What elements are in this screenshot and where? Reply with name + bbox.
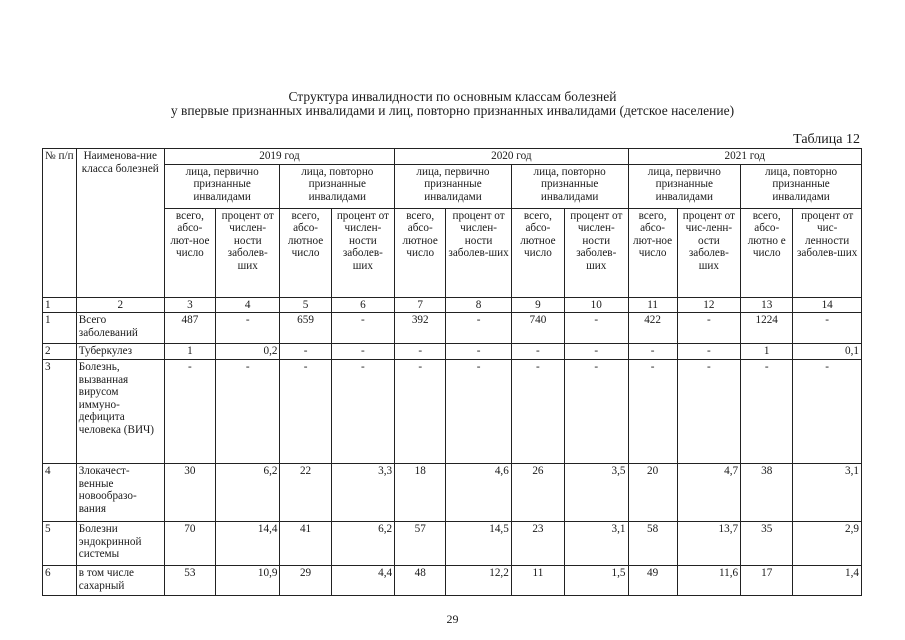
absolute-count-cell: 659 bbox=[280, 313, 331, 344]
percent-cell: 6,2 bbox=[331, 522, 394, 566]
absolute-count-cell: 57 bbox=[395, 522, 446, 566]
column-number: 12 bbox=[677, 297, 740, 313]
subheader: всего, абсо-лют-ное число bbox=[164, 208, 215, 297]
subheader: всего, абсо-лют-ное число bbox=[628, 208, 677, 297]
column-number: 10 bbox=[565, 297, 628, 313]
disease-class-name: в том числе сахарный bbox=[76, 566, 164, 596]
percent-cell: 3,5 bbox=[565, 464, 628, 522]
percent-cell: 13,7 bbox=[677, 522, 740, 566]
column-number: 9 bbox=[511, 297, 564, 313]
subheader: всего, абсо-лютно е число bbox=[741, 208, 793, 297]
absolute-count-cell: 23 bbox=[511, 522, 564, 566]
percent-cell: - bbox=[446, 313, 512, 344]
subheader: процент от числен-ности заболев-ших bbox=[215, 208, 279, 297]
percent-cell: 1,4 bbox=[793, 566, 862, 596]
column-number: 13 bbox=[741, 297, 793, 313]
absolute-count-cell: 11 bbox=[511, 566, 564, 596]
column-number: 3 bbox=[164, 297, 215, 313]
row-number: 5 bbox=[43, 522, 77, 566]
absolute-count-cell: - bbox=[628, 360, 677, 464]
header-year-2021: 2021 год bbox=[628, 149, 861, 165]
absolute-count-cell: - bbox=[511, 344, 564, 360]
absolute-count-cell: 487 bbox=[164, 313, 215, 344]
disease-class-name: Болезни эндокринной системы bbox=[76, 522, 164, 566]
absolute-count-cell: 38 bbox=[741, 464, 793, 522]
header-group-repeat-2021: лица, повторно признанные инвалидами bbox=[741, 164, 862, 208]
percent-cell: - bbox=[446, 344, 512, 360]
header-group-primary-2019: лица, первично признанные инвалидами bbox=[164, 164, 280, 208]
column-number: 11 bbox=[628, 297, 677, 313]
percent-cell: 4,7 bbox=[677, 464, 740, 522]
percent-cell: 6,2 bbox=[215, 464, 279, 522]
table-row bbox=[43, 360, 862, 464]
absolute-count-cell: 49 bbox=[628, 566, 677, 596]
percent-cell: - bbox=[793, 360, 862, 464]
disease-class-name: Злокачест-венные новообразо-вания bbox=[76, 464, 164, 522]
disease-class-name: Болезнь, вызванная вирусом иммуно-дефицита человека (ВИЧ) bbox=[76, 360, 164, 464]
absolute-count-cell: - bbox=[741, 360, 793, 464]
percent-cell: - bbox=[565, 313, 628, 344]
table-label: Таблица 12 bbox=[793, 132, 860, 147]
row-number: 3 bbox=[43, 360, 77, 464]
absolute-count-cell: 35 bbox=[741, 522, 793, 566]
percent-cell: 2,9 bbox=[793, 522, 862, 566]
absolute-count-cell: - bbox=[395, 360, 446, 464]
subheader: процент от числен-ности заболев-ших bbox=[446, 208, 512, 297]
absolute-count-cell: 1 bbox=[164, 344, 215, 360]
percent-cell: 12,2 bbox=[446, 566, 512, 596]
subheader: процент от числен-ности заболев-ших bbox=[331, 208, 394, 297]
row-number: 1 bbox=[43, 313, 77, 344]
absolute-count-cell: 20 bbox=[628, 464, 677, 522]
absolute-count-cell: - bbox=[280, 344, 331, 360]
absolute-count-cell: 29 bbox=[280, 566, 331, 596]
header-name: Наименова-ние класса болезней bbox=[76, 149, 164, 298]
percent-cell: - bbox=[565, 344, 628, 360]
percent-cell: - bbox=[331, 313, 394, 344]
percent-cell: - bbox=[215, 360, 279, 464]
percent-cell: 0,1 bbox=[793, 344, 862, 360]
subheader: процент от числен-ности заболев-ших bbox=[565, 208, 628, 297]
absolute-count-cell: 70 bbox=[164, 522, 215, 566]
column-number: 14 bbox=[793, 297, 862, 313]
absolute-count-cell: 392 bbox=[395, 313, 446, 344]
absolute-count-cell: 53 bbox=[164, 566, 215, 596]
table-row bbox=[43, 464, 862, 522]
absolute-count-cell: 58 bbox=[628, 522, 677, 566]
percent-cell: - bbox=[677, 344, 740, 360]
percent-cell: 3,1 bbox=[793, 464, 862, 522]
absolute-count-cell: - bbox=[395, 344, 446, 360]
column-number: 4 bbox=[215, 297, 279, 313]
header-group-primary-2020: лица, первично признанные инвалидами bbox=[395, 164, 512, 208]
header-num: № п/п bbox=[43, 149, 77, 298]
table-row bbox=[43, 313, 862, 344]
page-number: 29 bbox=[446, 612, 459, 626]
absolute-count-cell: - bbox=[164, 360, 215, 464]
disease-class-name: Туберкулез bbox=[76, 344, 164, 360]
table-row bbox=[43, 344, 862, 360]
header-year-2020: 2020 год bbox=[395, 149, 628, 165]
absolute-count-cell: 41 bbox=[280, 522, 331, 566]
disability-structure-table bbox=[42, 148, 862, 596]
column-number: 8 bbox=[446, 297, 512, 313]
percent-cell: 11,6 bbox=[677, 566, 740, 596]
absolute-count-cell: 740 bbox=[511, 313, 564, 344]
absolute-count-cell: - bbox=[280, 360, 331, 464]
percent-cell: 4,4 bbox=[331, 566, 394, 596]
disease-class-name: Всего заболеваний bbox=[76, 313, 164, 344]
absolute-count-cell: 18 bbox=[395, 464, 446, 522]
subheader: всего, абсо-лютное число bbox=[395, 208, 446, 297]
percent-cell: - bbox=[677, 313, 740, 344]
subheader: всего, абсо-лютное число bbox=[511, 208, 564, 297]
absolute-count-cell: 22 bbox=[280, 464, 331, 522]
header-group-repeat-2020: лица, повторно признанные инвалидами bbox=[511, 164, 628, 208]
column-number: 6 bbox=[331, 297, 394, 313]
table-row bbox=[43, 566, 862, 596]
row-number: 2 bbox=[43, 344, 77, 360]
column-number: 1 bbox=[43, 297, 77, 313]
subheader: процент от чис-ленности заболев-ших bbox=[793, 208, 862, 297]
subheader: процент от чис-ленн-ости заболев-ших bbox=[677, 208, 740, 297]
column-number: 5 bbox=[280, 297, 331, 313]
percent-cell: 1,5 bbox=[565, 566, 628, 596]
absolute-count-cell: 26 bbox=[511, 464, 564, 522]
absolute-count-cell: 48 bbox=[395, 566, 446, 596]
absolute-count-cell: 1 bbox=[741, 344, 793, 360]
percent-cell: 4,6 bbox=[446, 464, 512, 522]
percent-cell: 10,9 bbox=[215, 566, 279, 596]
document-title-line-1: Структура инвалидности по основным классам болезней bbox=[288, 89, 617, 104]
table-row bbox=[43, 522, 862, 566]
percent-cell: - bbox=[565, 360, 628, 464]
percent-cell: - bbox=[215, 313, 279, 344]
percent-cell: - bbox=[446, 360, 512, 464]
column-number: 2 bbox=[76, 297, 164, 313]
row-number: 6 bbox=[43, 566, 77, 596]
header-group-repeat-2019: лица, повторно признанные инвалидами bbox=[280, 164, 395, 208]
percent-cell: - bbox=[331, 344, 394, 360]
document-title-line-2: у впервые признанных инвалидами и лиц, повторно признанных инвалидами (детское население) bbox=[170, 103, 735, 118]
subheader: всего, абсо-лютное число bbox=[280, 208, 331, 297]
absolute-count-cell: 1224 bbox=[741, 313, 793, 344]
percent-cell: - bbox=[793, 313, 862, 344]
percent-cell: - bbox=[677, 360, 740, 464]
row-number: 4 bbox=[43, 464, 77, 522]
percent-cell: 14,4 bbox=[215, 522, 279, 566]
percent-cell: - bbox=[331, 360, 394, 464]
percent-cell: 14,5 bbox=[446, 522, 512, 566]
absolute-count-cell: 17 bbox=[741, 566, 793, 596]
percent-cell: 0,2 bbox=[215, 344, 279, 360]
percent-cell: 3,3 bbox=[331, 464, 394, 522]
absolute-count-cell: 30 bbox=[164, 464, 215, 522]
header-group-primary-2021: лица, первично признанные инвалидами bbox=[628, 164, 741, 208]
absolute-count-cell: - bbox=[628, 344, 677, 360]
absolute-count-cell: - bbox=[511, 360, 564, 464]
absolute-count-cell: 422 bbox=[628, 313, 677, 344]
header-year-2019: 2019 год bbox=[164, 149, 394, 165]
percent-cell: 3,1 bbox=[565, 522, 628, 566]
column-number: 7 bbox=[395, 297, 446, 313]
